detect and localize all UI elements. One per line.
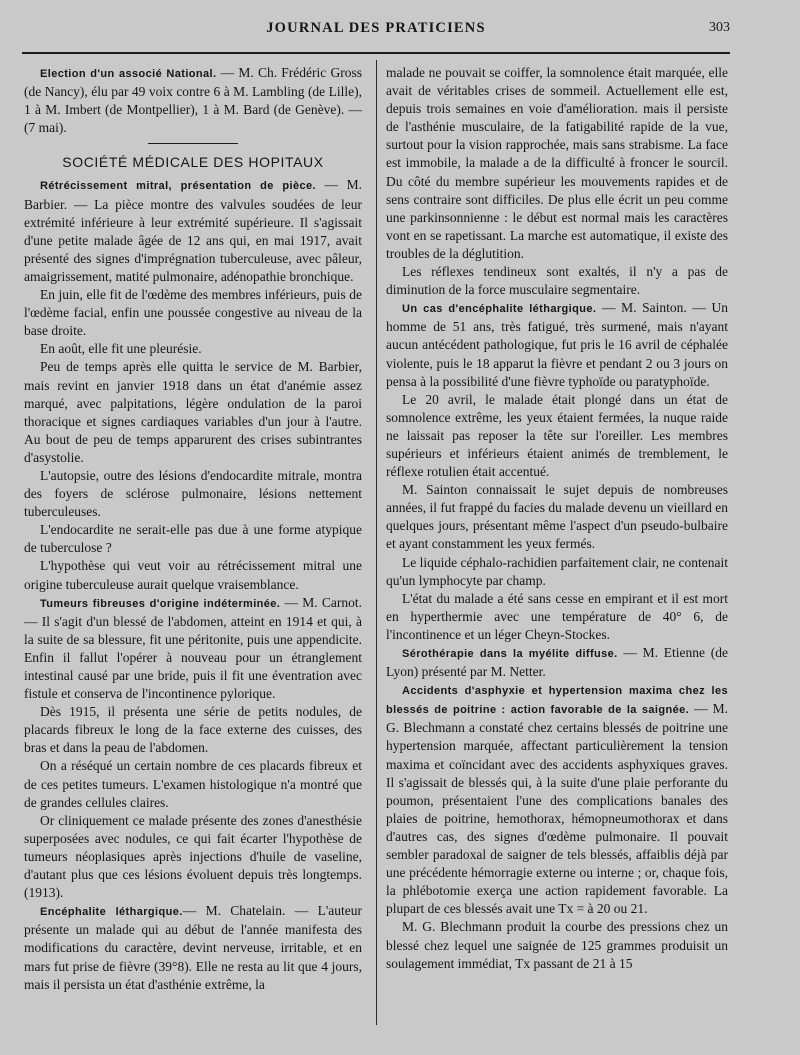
paragraph: Or cliniquement ce malade présente des zones d'anesthésie superposées avec nodules, ce qui fait écarter l'hypothèse de tumeurs néoplasiques après injections d'huile de vaseline, d'autant plus que ces lésions évoluent depuis très longtemps. (1913). (24, 812, 362, 901)
run-in-heading: Rétrécissement mitral, présentation de pièce. (40, 180, 316, 193)
paragraph: Le liquide céphalo-rachidien parfaitement clair, ne contenait qu'un lymphocyte par champ. (386, 554, 728, 588)
paragraph: L'endocardite ne serait-elle pas due à une forme atypique de tuberculose ? (24, 522, 362, 556)
paragraph: En août, elle fit une pleurésie. (40, 341, 202, 357)
retrecissement-entry (24, 176, 362, 286)
paragraph-text: — M. Etienne (de Lyon) présenté par M. Netter. (386, 645, 728, 680)
paragraph: Dès 1915, il présenta une série de petits nodules, de placards fibreux le long de la face externe des cuisses, des bras et dans la peau de l'abdomen. (24, 704, 362, 756)
tumeurs-entry (24, 594, 362, 704)
page-number: 303 (709, 20, 730, 35)
paragraph-text: — M. G. Blechmann a constaté chez certains blessés de poitrine une hypertension marquée, affectant particulièrement la tension maxima et coïncidant avec des accidents asphyxiques graves. Il s'agissait de blessés qui, à la suite d'une plaie perforante du poumon, présentaient l'une des complications banales des plaies de poitrine, hemothorax, hémopneumothorax et dans d'autres cas, des signes d'œdème pulmonaire. Il pouvait sembler paradoxal de saigner de tels blessés, affaiblis déjà par une précédente hémorragie externe ou interne ; or, chaque fois, la phlébotomie exerça une action rapidement favorable. La plupart de ces blessés avait une Tx = à 20 ou 21. (386, 701, 728, 917)
run-in-heading: Election d'un associé National. (40, 68, 217, 80)
asphyxie-entry (386, 681, 728, 918)
paragraph-text: — M. Chatelain. — L'auteur présente un malade qui au début de l'année manifesta des modifications du caractère, devint nerveuse, irritable, et en mars fut prise de fièvre (39°8). Elle ne resta au lit que 4 jours, mais il persista un état d'asthénie extrême, la (24, 903, 362, 992)
paragraph: L'hypothèse qui veut voir au rétrécissement mitral une origine tuberculeuse aurait quelque vraisemblance. (24, 558, 362, 592)
running-head: JOURNAL DES PRATICIENS (266, 20, 486, 36)
election-paragraph (24, 64, 362, 137)
section-title: SOCIÉTÉ MÉDICALE DES HOPITAUX (62, 154, 324, 171)
paragraph: Les réflexes tendineux sont exaltés, il n'y a pas de diminution de la force musculaire segmentaire. (386, 264, 728, 298)
paragraph: M. G. Blechmann produit la courbe des pressions chez un blessé chez lequel une saignée de 125 grammes produisit un soulagement immédiat, Tx passant de 21 à 15 (386, 919, 728, 971)
paragraph: Le 20 avril, le malade était plongé dans un état de somnolence extrême, les yeux étaient fermées, la nuque raide ne laissait pas reposer la tête sur l'oreiller. Les membres supérieurs et inférieurs étaient animés de tremblement, le réflexe rotulien était accentué. (386, 391, 728, 480)
serotherapie-entry (386, 644, 728, 681)
run-in-heading: Accidents d'asphyxie et hypertension maxima chez les blessés de poitrine : action favorable de la saignée. (386, 685, 728, 717)
run-in-heading: Un cas d'encéphalite léthargique. (402, 303, 597, 316)
paragraph: L'état du malade a été sans cesse en empirant et il est mort en hyperthermie avec une température de 40° 6, de l'incontinence et un léger Cheyn-Stockes. (386, 590, 728, 642)
paragraph: M. Sainton connaissait le sujet depuis de nombreuses années, il fut frappé du facies du malade devenu un vieillard en quelques jours, présentant même l'aspect d'un pseudo-bulbaire et ayant constamment les yeux fermés. (386, 482, 728, 552)
header-rule (22, 52, 730, 54)
paragraph-text: — M. Sainton. — Un homme de 51 ans, très fatigué, très surmené, mais n'ayant aucun antécédent pathologique, fut pris le 16 avril de céphalée violente, puis le 18 apparut la fièvre et pendant 2 ou 3 jours on pensa à la possibilité d'une fièvre typhoïde ou paratyphoïde. (386, 300, 728, 389)
encephalite-sainton-entry (386, 299, 728, 390)
paragraph-text: — M. Barbier. — La pièce montre des valvules soudées de leur extrémité inférieure à leur extrémité supérieure. Il s'agissait d'une petite malade âgée de 12 ans qui, en mai 1917, avait présenté des signes d'imprégnation tuberculeuse, avec pâleur, amaigrissement, matité pulmonaire, adénopathie bronchique. (24, 177, 362, 284)
paragraph-text: — M. Ch. Frédéric Gross (de Nancy), élu par 49 voix contre 6 à M. Lambling (de Lille), 1 à M. Imbert (de Montpellier), 1 à M. Bard (de Genève). — (7 mai). (24, 65, 362, 136)
right-column (386, 64, 728, 973)
paragraph-text: — M. Carnot. — Il s'agit d'un blessé de l'abdomen, atteint en 1914 et qui, à la suite de sa blessure, fit une péritonite, puis une appendicite. Enfin il fallut l'opérer à nouveau pour un étranglement intestinal causé par une bride, puis il fit une éventration avec fistule et conserva de l'incontinence pylorique. (24, 594, 363, 702)
page-header (22, 12, 730, 52)
column-divider (376, 60, 377, 1025)
run-in-heading: Sérothérapie dans la myélite diffuse. (402, 648, 618, 660)
paragraph: L'autopsie, outre des lésions d'endocardite mitrale, montra des foyers de sclérose pulmonaire, lésions nettement tuberculeuses. (24, 467, 362, 520)
paragraph: En juin, elle fit de l'œdème des membres inférieurs, puis de l'œdème facial, enfin une poussée congestive au niveau de la base droite. (24, 287, 362, 339)
paragraph: Peu de temps après elle quitta le service de M. Barbier, mais revint en janvier 1918 dans un état d'anémie assez marqué, avec palpitations, légère ondulation de la paroi thoracique et signes cardiaques variables d'un jour à l'autre. Au bout de peu de temps apparurent des crises subintrantes d'asystolie. (24, 359, 362, 465)
section-divider (148, 143, 238, 144)
encephalite-entry (24, 902, 362, 993)
left-column (24, 64, 362, 994)
run-in-heading: Encéphalite léthargique. (40, 906, 183, 919)
continued-paragraph: malade ne pouvait se coiffer, la somnolence était marquée, elle avait de véritables crises de sommeil. Actuellement elle est, depuis trois semaines en voie d'amélioration. mais il persiste de l'asthénie musculaire, de la fatigabilité rapide de la vue, surtout pour la vision rapprochée, mais sans strabisme. La face est immobile, la malade a de la difficulté à froncer le sourcil. Du côté du membre supérieur les mouvements rapides et de sens contraire sont difficiles. De plus elle écrit un peu comme une parkinsonnienne : le début est normal mais les caractères vont en se rapetissant. La marche est automatique, il existe des troubles de la déglutition. (386, 65, 728, 261)
run-in-heading: Tumeurs fibreuses d'origine indéterminée. (40, 597, 281, 610)
paragraph: On a réséqué un certain nombre de ces placards fibreux et de ces petites tumeurs. L'examen histologique n'a montré que de grandes cellules claires. (24, 758, 362, 810)
